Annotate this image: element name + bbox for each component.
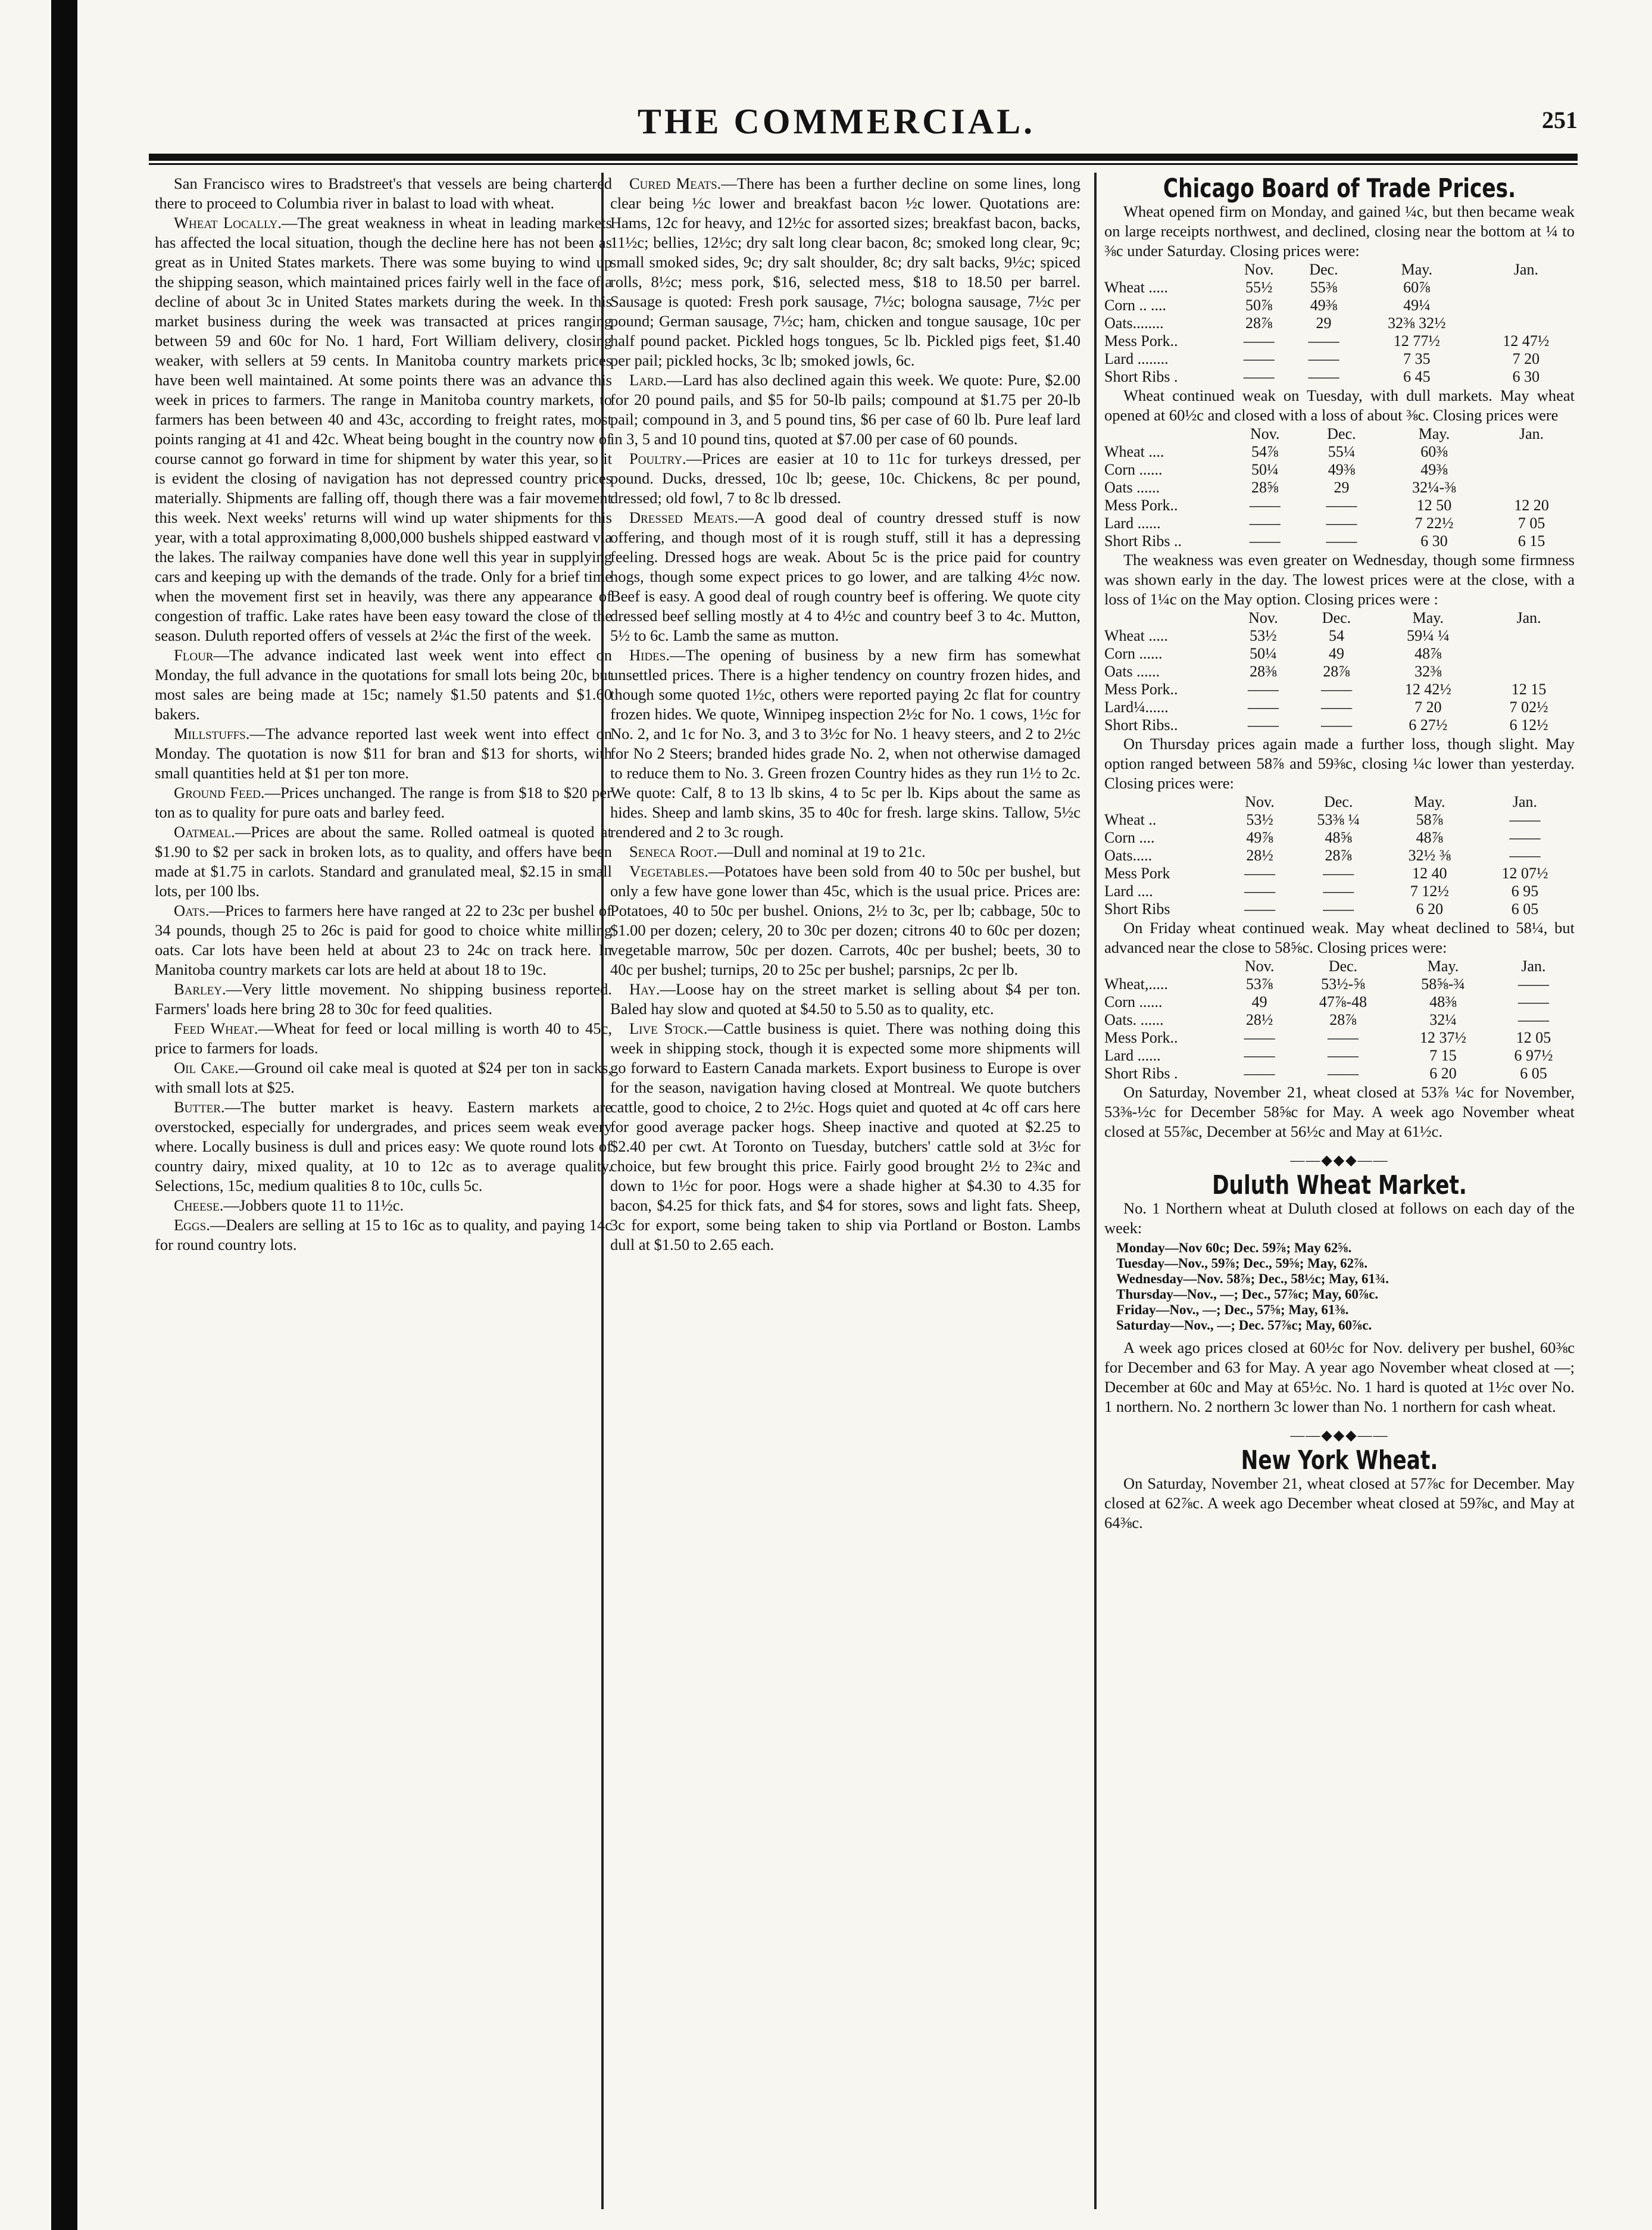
price-cell: 12 50 <box>1416 497 1452 514</box>
price-cell: 32¼-⅜ <box>1412 479 1456 496</box>
header-cell: Dec. <box>1309 261 1338 278</box>
price-cell: 6 27½ <box>1409 716 1448 734</box>
table-row <box>1104 461 1575 479</box>
price-cell: —— <box>1328 1047 1359 1064</box>
price-cell: —— <box>1328 1029 1359 1046</box>
price-cell: —— <box>1247 716 1279 734</box>
price-cell: 49⅜ <box>1328 461 1356 478</box>
saturday-close: On Saturday, November 21, wheat closed at 53⅞ ¼c for November, 53⅜-½c for December 58⅝c for May. A week ago November wheat closed at 55⅞c, December at 56½c and May at 61½c. <box>1104 1083 1575 1140</box>
paragraph: Oatmeal.—Prices are about the same. Rolled oatmeal is quoted at $1.90 to $2 per sack in broken lots, as to quality, and offers have been made at $1.75 in carlots. Standard and granulated meal, $2.15 in small lots, per 100 lbs. <box>155 823 612 900</box>
day-intro: The weakness was even greater on Wednesday, though some firmness was shown early in the day. The lowest prices were at the close, with a loss of 1¼c on the May option. Closing prices were : <box>1104 551 1575 608</box>
commodity-cell: Corn ...... <box>1104 461 1163 478</box>
table-header-row <box>1104 425 1575 443</box>
paragraph: Wheat Locally.—The great weakness in wheat in leading markets has affected the local situation, though the decline here has not been as great as in United States markets. There was some buying to wind up the shipping season, which maintained prices fairly well in the face of a decline of about 3c in United States markets during the week. In this market business during the week was transacted at prices ranging between 59 and 60c for No. 1 hard, Fort William delivery, closing weaker, with sellers at 59 cents. In Manitoba country markets prices have been well maintained. At some points there was an advance this week in prices to farmers. The range in Manitoba country markets, to farmers has been between 40 and 43c, according to freight rates, most points ranging at 41 and 42c. Wheat being bought in the country now of course cannot go forward in time for shipment by water this year, so it is evident the closing of navigation has not depressed country prices materially. Shipments are falling off, though there was a fair movement this week. Next weeks' returns will wind up water shipments for this year, with a total approximating 8,000,000 bushels shipped eastward via the lakes. The railway companies have done well this year in supplying cars and keeping up with the demands of the trade. Only for a brief time when the movement first set in heavily, was there any appearance of congestion of traffic. Lake rates have been easy toward the close of the season. Duluth reported offers of vessels at 2¼c the first of the week. <box>155 214 612 644</box>
commodity-cell: Corn ...... <box>1104 645 1163 662</box>
price-cell: —— <box>1517 993 1549 1010</box>
commodity-cell: Lard ...... <box>1104 1047 1161 1064</box>
table-row <box>1104 1047 1575 1065</box>
table-row <box>1104 314 1575 332</box>
paragraph: Hay.—Loose hay on the street market is selling about $4 per ton. Baled hay slow and quoted at $4.50 to 5.50 as to quality, etc. <box>610 980 1080 1018</box>
price-cell: 28⅞ <box>1245 314 1273 332</box>
price-cell: 29 <box>1316 314 1332 332</box>
table-row <box>1104 332 1575 350</box>
price-cell: 6 45 <box>1403 368 1431 385</box>
commodity-cell: Lard ...... <box>1104 514 1161 532</box>
table-row <box>1104 681 1575 698</box>
table-row <box>1104 479 1575 497</box>
price-cell: —— <box>1320 681 1352 698</box>
price-cell: 7 12½ <box>1410 882 1449 900</box>
price-cell: 60⅞ <box>1403 279 1431 296</box>
price-cell: —— <box>1249 514 1281 532</box>
header-cell <box>1104 425 1226 443</box>
price-cell: —— <box>1326 497 1357 514</box>
table-row <box>1104 698 1575 716</box>
paragraph: Hides.—The opening of business by a new firm has somewhat unsettled prices. There is a higher tendency on country frozen hides, and though some quoted 1½c, others were reported paying 2c flat for country frozen hides. We quote, Winnipeg inspection 2½c for No. 1 cows, 1½c for No. 2, and 1c for No. 3, and 3 to 3½c for No. 1 heavy steers, and 2 to 2½c for No 2 Steers; branded hides grade No. 2, when not otherwise damaged to reduce them to No. 3. Green frozen Country hides as they run 1½ to 2c. We quote: Calf, 8 to 13 lb skins, 4 to 5c per lb. Kips about the same as hides. Sheep and lamb skins, 35 to 40c for fresh. large skins. Tallow, 5½c rendered and 2 to 3c rough. <box>610 646 1080 841</box>
price-cell: —— <box>1308 368 1339 385</box>
header-cell: Nov. <box>1244 261 1274 278</box>
newyork-heading: New York Wheat. <box>1241 1445 1438 1476</box>
price-cell <box>1478 297 1575 314</box>
price-table <box>1104 425 1575 550</box>
paragraph: Ground Feed.—Prices unchanged. The range is from $18 to $20 per ton as to quality for pure oats and barley feed. <box>155 784 612 821</box>
paragraph: Seneca Root.—Dull and nominal at 19 to 21c. <box>629 843 926 860</box>
page-number: 251 <box>1542 107 1578 133</box>
price-cell <box>1483 645 1575 663</box>
price-cell: 7 35 <box>1403 350 1431 367</box>
table-row <box>1104 350 1575 368</box>
table-row <box>1104 1011 1575 1029</box>
price-cell <box>1478 279 1575 297</box>
header-cell: Dec. <box>1324 793 1353 810</box>
header-cell <box>1104 793 1226 811</box>
header-cell: Jan. <box>1519 425 1544 442</box>
price-cell: 58⅞ <box>1416 811 1444 828</box>
price-cell: —— <box>1244 1029 1275 1046</box>
commodity-cell: Short Ribs.. <box>1104 716 1178 734</box>
day-intro: Wheat continued weak on Tuesday, with dull markets. May wheat opened at 60½c and closed with a loss of about ⅜c. Closing prices were <box>1104 386 1575 424</box>
price-table <box>1104 261 1575 386</box>
paragraph: Oats.—Prices to farmers here have ranged at 22 to 23c per bushel of 34 pounds, though 25 to 26c is paid for good to choice white milling oats. Car lots have been held at about 23 to 24c on track here. In Manitoba country markets car lots are held at about 18 to 19c. <box>155 902 612 978</box>
commodity-cell: Corn .... <box>1104 829 1155 846</box>
price-cell: —— <box>1247 698 1279 716</box>
price-cell: 12 20 <box>1514 497 1549 514</box>
duluth-daily-list <box>1116 1240 1575 1333</box>
paragraph: Barley.—Very little movement. No shipping business reported. Farmers' loads here bring 28 to 30c for feed qualities. <box>155 980 612 1018</box>
price-cell: —— <box>1323 900 1354 918</box>
header-cell: Nov. <box>1245 793 1275 810</box>
table-row <box>1104 514 1575 532</box>
paragraph: Feed Wheat.—Wheat for feed or local milling is worth 40 to 45c, price to farmers for loads. <box>155 1019 612 1057</box>
masthead <box>95 101 1578 143</box>
price-cell: —— <box>1244 1065 1275 1082</box>
commodity-cell: Lard .... <box>1104 882 1153 900</box>
table-row <box>1104 645 1575 663</box>
table-row <box>1104 811 1575 829</box>
price-cell: 53½-⅝ <box>1321 975 1365 993</box>
commodity-cell: Wheat .. <box>1104 811 1157 828</box>
price-cell: 50¼ <box>1251 461 1279 478</box>
paragraph: Oil Cake.—Ground oil cake meal is quoted at $24 per ton in sacks, with small lots at $25. <box>155 1059 613 1096</box>
price-cell: 28½ <box>1245 1011 1273 1028</box>
commodity-cell: Mess Pork.. <box>1104 681 1178 698</box>
price-cell: —— <box>1509 847 1541 864</box>
paragraph: Vegetables.—Potatoes have been sold from 40 to 50c per bushel, but only a few have gone lower than 45c, which is the usual price. Prices are: Potatoes, 40 to 50c per bushel. Onions, 2½ to 3c, per lb; cabbage, 50c to $1.00 per dozen; celery, 20 to 30c per dozen; citrons 40 to 60c per dozen; vegetable marrow, 50c per dozen. Carrots, 40c per bushel; beets, 30 to 40c per bushel; turnips, 20 to 25c per bushel; parsnips, 2c per lb. <box>610 862 1080 978</box>
header-cell: May. <box>1427 958 1459 975</box>
price-cell <box>1483 627 1575 645</box>
price-cell: —— <box>1320 716 1352 734</box>
price-cell: 6 97½ <box>1514 1047 1553 1064</box>
header-cell: May. <box>1412 609 1444 626</box>
header-cell <box>1104 609 1226 627</box>
table-row <box>1104 368 1575 386</box>
header-cell: Nov. <box>1244 958 1275 975</box>
price-cell: 53½ <box>1246 811 1273 828</box>
price-cell: 32⅜ 32½ <box>1388 314 1446 332</box>
header-cell: Dec. <box>1327 425 1356 442</box>
price-cell <box>1483 663 1575 681</box>
masthead-title: THE COMMERCIAL. <box>637 102 1036 141</box>
header-cell: Nov. <box>1248 609 1278 626</box>
price-cell: —— <box>1244 882 1276 900</box>
price-cell: 49⅜ <box>1310 297 1338 314</box>
price-cell: —— <box>1509 811 1541 828</box>
table-row <box>1104 1065 1575 1083</box>
commodity-cell: Mess Pork <box>1104 865 1170 882</box>
commodity-cell: Corn .. .... <box>1104 297 1166 314</box>
list-item: Monday—Nov 60c; Dec. 59⅞; May 62⅝. <box>1116 1240 1352 1255</box>
table-row <box>1104 532 1575 550</box>
commodity-cell: Mess Pork.. <box>1104 1029 1178 1046</box>
header-cell: May. <box>1414 793 1445 810</box>
price-cell: 32⅜ <box>1414 663 1442 680</box>
price-cell: —— <box>1249 532 1281 550</box>
paragraph: Butter.—The butter market is heavy. Eastern markets are overstocked, especially for undergrades, and prices seem weak every where. Locally business is dull and prices easy: We quote round lots of country dairy, mixed quality, at 10 to 12c as to average quality. Selections, 15c, medium qualities 8 to 10c, culls 5c. <box>155 1098 612 1194</box>
list-item: Tuesday—Nov., 59⅞; Dec., 59⅝; May, 62⅞. <box>1116 1256 1368 1271</box>
price-cell: 6 12½ <box>1509 716 1548 734</box>
price-cell: 49 <box>1328 645 1344 662</box>
paragraph: Eggs.—Dealers are selling at 15 to 16c as to quality, and paying 14c for round country lots. <box>155 1216 612 1253</box>
price-cell: 28½ <box>1246 847 1273 864</box>
price-cell: 54⅞ <box>1251 443 1279 460</box>
price-cell: —— <box>1326 514 1357 532</box>
price-cell: —— <box>1517 975 1549 993</box>
price-cell: 53½ <box>1250 627 1277 644</box>
price-table <box>1104 958 1575 1083</box>
table-row <box>1104 663 1575 681</box>
commodity-cell: Oats..... <box>1104 847 1153 864</box>
price-cell: —— <box>1326 532 1357 550</box>
table-row <box>1104 865 1575 882</box>
table-row <box>1104 882 1575 900</box>
paragraph: Lard.—Lard has also declined again this week. We quote: Pure, $2.00 for 20 pound pails, and $5 for 50-lb pails; compound at $1.75 per 20-lb pail; compound in 3, and 5 pound tins, $6 per case of 60 lb. Pure leaf lard in 3, 5 and 10 pound tins, quoted at $7.00 per case of 60 pounds. <box>610 371 1080 448</box>
commodity-cell: Lard ........ <box>1104 350 1169 367</box>
paragraph: Flour—The advance indicated last week went into effect on Monday, the full advance in the quotations for small lots being 20c, but most sales are being made at 15c; namely $1.50 patents and $1.60 bakers. <box>155 646 612 723</box>
price-cell: 12 37½ <box>1420 1029 1467 1046</box>
commodity-cell: Mess Pork.. <box>1104 497 1178 514</box>
list-item: Friday—Nov., —; Dec., 57⅝; May, 61⅜. <box>1116 1302 1349 1317</box>
price-cell: 12 42½ <box>1404 681 1451 698</box>
price-cell: 49⅜ <box>1420 461 1448 478</box>
price-cell: 28⅞ <box>1329 1011 1357 1028</box>
price-cell <box>1478 314 1575 332</box>
price-cell: 53⅜ ¼ <box>1317 811 1360 828</box>
price-cell: 6 15 <box>1517 532 1545 550</box>
price-cell: —— <box>1328 1065 1359 1082</box>
commodity-cell: Wheat ..... <box>1104 279 1168 296</box>
price-cell: —— <box>1247 681 1279 698</box>
price-cell: 29 <box>1334 479 1350 496</box>
price-cell: 55⅜ <box>1310 279 1338 296</box>
price-cell: 59¼ ¼ <box>1407 627 1450 644</box>
price-cell: 48⅞ <box>1414 645 1442 662</box>
commodity-cell: Wheat ..... <box>1104 627 1168 644</box>
commodity-cell: Wheat .... <box>1104 443 1164 460</box>
chicago-daily-reports <box>1104 202 1575 1083</box>
commodity-cell: Wheat,..... <box>1104 975 1168 993</box>
price-cell: 50⅞ <box>1245 297 1273 314</box>
price-cell: 7 02½ <box>1509 698 1548 716</box>
price-cell: 6 05 <box>1520 1065 1547 1082</box>
price-cell: 50¼ <box>1250 645 1277 662</box>
paragraph: Dressed Meats.—A good deal of country dressed stuff is now offering, and though most of it is rough stuff, still it has a depressing feeling. Dressed hogs are weak. About 5c is the price paid for country hogs, though some expect prices to go lower, and are talking 4½c now. Beef is easy. A good deal of rough country beef is offering. We quote city dressed beef selling mostly at 4 to 4½c and country beef 3 to 4c. Mutton, 5½ to 6c. Lamb the same as mutton. <box>610 509 1081 644</box>
table-row <box>1104 847 1575 865</box>
price-cell: —— <box>1320 698 1352 716</box>
header-cell: Jan. <box>1516 609 1541 626</box>
price-cell: 53⅞ <box>1245 975 1273 993</box>
paragraph: Cured Meats.—There has been a further decline on some lines, long clear being ½c lower and breakfast bacon ½c lower. Quotations are: Hams, 12c for heavy, and 12½c for assorted sizes; breakfast bacon, backs, 11½c; bellies, 12½c; dry salt long clear bacon, 8c; smoked long clear, 9c; small smoked sides, 9c; dry salt shoulder, 8c; dry salt backs, 9½c; spiced rolls, 8½c; mess pork, $16, selected mess, $18 to 18.50 per barrel. Sausage is quoted: Fresh pork sausage, 7½c; bologna sausage, 7½c per pound; German sausage, 7½c; ham, chicken and tongue sausage, 10c per half pound packet. Pickled hogs tongues, 5c lb. Pickled pigs feet, $1.40 per pail; pickled hocks, 3c lb; smoked jowls, 6c. <box>610 174 1080 369</box>
table-header-row <box>1104 958 1575 975</box>
price-cell <box>1488 479 1575 497</box>
section-separator: ——◆◆◆—— <box>1290 1153 1389 1168</box>
price-cell: 49 <box>1251 993 1267 1010</box>
price-cell: —— <box>1509 829 1541 846</box>
commodity-cell: Short Ribs .. <box>1104 532 1182 550</box>
column-3 <box>1104 174 1575 1533</box>
table-row <box>1104 993 1575 1011</box>
paragraph: Poultry.—Prices are easier at 10 to 11c for turkeys dressed, per pound. Ducks, dressed, 10c lb; geese, 10c. Chickens, 8c per pound, dressed; old fowl, 7 to 8c lb dressed. <box>610 450 1080 507</box>
price-cell: —— <box>1243 368 1275 385</box>
table-row <box>1104 1029 1575 1047</box>
price-cell: —— <box>1323 865 1354 882</box>
list-item: Wednesday—Nov. 58⅞; Dec., 58½c; May, 61¾. <box>1116 1271 1389 1286</box>
table-header-row <box>1104 261 1575 279</box>
header-cell: Dec. <box>1328 958 1358 975</box>
table-row <box>1104 497 1575 514</box>
table-row <box>1104 443 1575 461</box>
day-intro: Wheat opened firm on Monday, and gained ¼c, but then became weak on large receipts northwest, and declined, closing near the bottom at ¼ to ⅜c under Saturday. Closing prices were: <box>1104 202 1575 260</box>
commodity-cell: Short Ribs <box>1104 900 1170 918</box>
header-cell: Jan. <box>1513 261 1538 278</box>
duluth-heading: Duluth Wheat Market. <box>1212 1170 1467 1200</box>
price-cell: 12 07½ <box>1501 865 1548 882</box>
price-cell: 7 05 <box>1517 514 1545 532</box>
column-1 <box>155 174 612 1255</box>
price-cell: —— <box>1249 497 1281 514</box>
commodity-cell: Short Ribs . <box>1104 368 1178 385</box>
price-cell: 6 30 <box>1512 368 1540 385</box>
price-cell: 60⅜ <box>1420 443 1448 460</box>
price-table <box>1104 609 1575 734</box>
commodity-cell: Oats. ...... <box>1104 1011 1164 1028</box>
paragraph: Live Stock.—Cattle business is quiet. There was nothing doing this week in shipping stock, though it is expected some more shipments will go forward to Eastern Canada markets. Export business to Europe is over for the season, navigation having closed at Montreal. We quote butchers cattle, good to choice, 2 to 2½c. Hogs quiet and quoted at 4c off cars here for good average packer hogs. Sheep inactive and quoted at $2.25 to $2.40 per cwt. At Toronto on Tuesday, butchers' cattle sold at 3½c for choice, but few brought this price. Fairly good brought 2½ to 2¾c and down to 1½c for poor. Hogs were a shade higher at $4.30 to 4.35 for bacon, $4.25 for thick fats, and $4 for stores, sows and light fats. Sheep, 3c for export, some being taken to ship via Portland or Boston. Lambs dull at $1.50 to 2.65 each. <box>610 1019 1080 1253</box>
commodity-cell: Lard¼...... <box>1104 698 1169 716</box>
price-cell: 7 20 <box>1512 350 1540 367</box>
table-row <box>1104 716 1575 734</box>
price-cell: —— <box>1243 332 1275 350</box>
price-cell: —— <box>1244 900 1276 918</box>
price-cell: 7 15 <box>1429 1047 1457 1064</box>
commodity-cell: Oats ...... <box>1104 663 1160 680</box>
price-cell: 55¼ <box>1328 443 1356 460</box>
header-cell <box>1104 261 1226 279</box>
commodity-cell: Oats ...... <box>1104 479 1160 496</box>
price-cell: 55½ <box>1245 279 1273 296</box>
page-binding-edge <box>51 0 77 2230</box>
table-row <box>1104 279 1575 297</box>
price-cell <box>1488 443 1575 461</box>
price-cell: —— <box>1308 332 1339 350</box>
duluth-intro: No. 1 Northern wheat at Duluth closed at follows on each day of the week: <box>1104 1199 1575 1237</box>
price-cell: —— <box>1243 350 1275 367</box>
price-cell: 48⅜ <box>1429 993 1457 1010</box>
commodity-cell: Mess Pork.. <box>1104 332 1178 350</box>
header-cell: May. <box>1418 425 1450 442</box>
price-cell: 7 22½ <box>1414 514 1454 532</box>
table-header-row <box>1104 609 1575 627</box>
price-cell: —— <box>1244 1047 1275 1064</box>
header-cell: Jan. <box>1512 793 1538 810</box>
price-cell: 6 05 <box>1511 900 1539 918</box>
price-cell: 48⅝ <box>1325 829 1353 846</box>
list-item: Saturday—Nov., —; Dec. 57⅞c; May, 60⅞c. <box>1116 1318 1372 1333</box>
table-row <box>1104 297 1575 314</box>
chicago-heading: Chicago Board of Trade Prices. <box>1163 173 1516 204</box>
price-cell: 28⅞ <box>1323 663 1350 680</box>
table-row <box>1104 627 1575 645</box>
price-cell: 54 <box>1328 627 1344 644</box>
price-cell: —— <box>1323 882 1354 900</box>
price-cell: 28⅜ <box>1250 663 1277 680</box>
price-cell: —— <box>1517 1011 1549 1028</box>
price-cell: 47⅞-48 <box>1319 993 1367 1010</box>
day-intro: On Thursday prices again made a further loss, though slight. May option ranged between 58⅞ and 59⅜c, closing ¼c lower than yesterday. Closing prices were: <box>1104 735 1575 792</box>
price-table <box>1104 793 1575 918</box>
price-cell: 12 77½ <box>1393 332 1440 350</box>
commodity-cell: Oats........ <box>1104 314 1164 332</box>
commodity-cell: Short Ribs . <box>1104 1065 1178 1082</box>
table-row <box>1104 975 1575 993</box>
price-cell: 6 30 <box>1420 532 1448 550</box>
header-cell: May. <box>1401 261 1433 278</box>
price-cell: 58⅝-¾ <box>1421 975 1465 993</box>
table-row <box>1104 900 1575 918</box>
table-row <box>1104 829 1575 847</box>
price-cell: 7 20 <box>1414 698 1442 716</box>
header-cell <box>1104 958 1226 975</box>
table-header-row <box>1104 793 1575 811</box>
price-cell: 12 47½ <box>1503 332 1550 350</box>
price-cell: 49¼ <box>1403 297 1431 314</box>
duluth-week-summary: A week ago prices closed at 60½c for Nov. delivery per bushel, 60⅜c for December and 63 for May. A year ago November wheat closed at —; December at 60c and May at 65½c. No. 1 hard is quoted at 1½c over No. 1 northern. No. 2 northern 3c lower than No. 1 northern for cash wheat. <box>1104 1339 1575 1415</box>
paragraph: San Francisco wires to Bradstreet's that vessels are being chartered there to proceed to Columbia river in balast to load with wheat. <box>155 174 612 212</box>
paragraph: Millstuffs.—The advance reported last week went into effect on Monday. The quotation is now $11 for bran and $13 for shorts, with small quantities held at $1 per ton more. <box>155 725 612 782</box>
commodity-cell: Corn ...... <box>1104 993 1163 1010</box>
price-cell: 28⅞ <box>1325 847 1353 864</box>
list-item: Thursday—Nov., —; Dec., 57⅞c; May, 60⅞c. <box>1116 1287 1379 1302</box>
price-cell: 32½ ⅜ <box>1408 847 1451 864</box>
header-cell: Dec. <box>1322 609 1351 626</box>
price-cell: 12 05 <box>1516 1029 1551 1046</box>
price-cell: 28⅝ <box>1251 479 1279 496</box>
price-cell: 48⅞ <box>1416 829 1444 846</box>
price-cell: 6 20 <box>1429 1065 1457 1082</box>
price-cell: 6 95 <box>1511 882 1539 900</box>
price-cell: —— <box>1244 865 1276 882</box>
column-divider-2 <box>1094 173 1097 2209</box>
header-rule-thin <box>149 163 1578 165</box>
price-cell: 32¼ <box>1429 1011 1457 1028</box>
newyork-text: On Saturday, November 21, wheat closed at 57⅞c for December. May closed at 62⅞c. A week ago December wheat closed at 59⅞c, and May at 64⅜c. <box>1104 1474 1575 1532</box>
price-cell: 49⅞ <box>1246 829 1273 846</box>
column-2 <box>610 174 1080 1255</box>
paragraph: Cheese.—Jobbers quote 11 to 11½c. <box>174 1196 404 1214</box>
price-cell <box>1488 461 1575 479</box>
header-rule-thick <box>149 154 1578 161</box>
price-cell: 12 15 <box>1511 681 1547 698</box>
day-intro: On Friday wheat continued weak. May wheat declined to 58¼, but advanced near the close to 58⅝c. Closing prices were: <box>1104 919 1575 956</box>
header-cell: Nov. <box>1250 425 1280 442</box>
price-cell: —— <box>1308 350 1339 367</box>
header-cell: Jan. <box>1521 958 1546 975</box>
price-cell: 6 20 <box>1416 900 1444 918</box>
price-cell: 12 40 <box>1412 865 1447 882</box>
section-separator: ——◆◆◆—— <box>1290 1428 1389 1443</box>
